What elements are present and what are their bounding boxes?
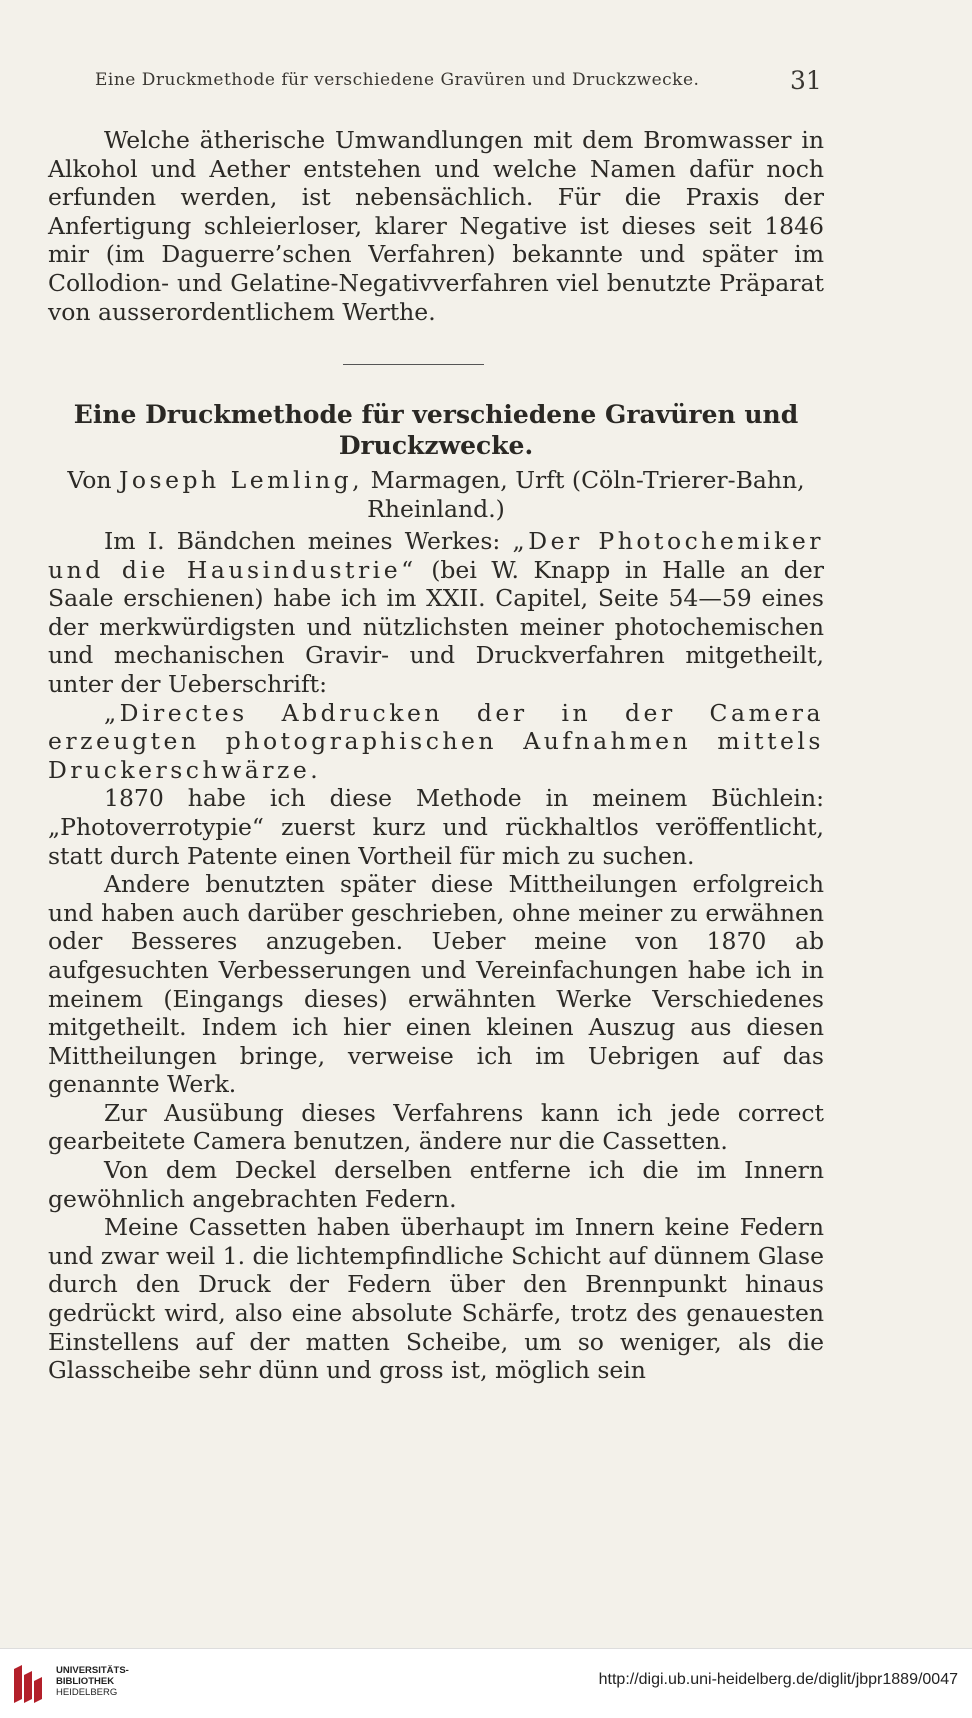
p1-rest: (bei W. Knapp in Halle an der Saale erschienen) habe ich im XXII. Capitel, Seite 54—59 eines der merkwürdigsten und nützlichsten meiner photochemischen und mechanischen Gravir- und Druckverfahren mitgetheilt, unter der Ueberschrift: <box>48 555 824 698</box>
library-name-line-3: HEIDELBERG <box>56 1687 118 1698</box>
library-name-line-2: BIBLIOTHEK <box>56 1676 115 1687</box>
source-url-link[interactable]: http://digi.ub.uni-heidelberg.de/diglit/jbpr1889/0047 <box>598 1671 958 1688</box>
byline-prefix: Von <box>67 466 112 494</box>
article-title-line-2: Druckzwecke. <box>338 431 534 460</box>
section-divider <box>343 364 484 365</box>
body-paragraph-3: 1870 habe ich diese Methode in meinem Büchlein: „Photoverrotypie“ zuerst kurz und rückhaltlos veröffentlicht, statt durch Patente einen Vortheil für mich zu suchen. <box>48 784 824 870</box>
library-name-line-1: UNIVERSITÄTS- <box>56 1665 129 1676</box>
intro-paragraph: Welche ätherische Umwandlungen mit dem Bromwasser in Alkohol und Aether entstehen und welche Namen dafür noch erfunden werden, ist nebensächlich. Für die Praxis der Anfertigung schleierloser, klarer Negative ist dieses seit 1846 mir (im Daguerre’schen Verfahren) bekannte und später im Collodion- und Gelatine-Negativverfahren viel benutzte Präparat von ausserordentlichem Werthe. <box>48 126 824 326</box>
byline-location: Marmagen, Urft (Cöln-Trierer-Bahn, <box>370 466 805 494</box>
page-number: 31 <box>790 66 822 95</box>
body-paragraph-4: Andere benutzten später diese Mittheilungen erfolgreich und haben auch darüber geschrieben, ohne meiner zu erwähnen oder Besseres anzugeben. Ueber meine von 1870 ab aufgesuchten Verbesserungen und Vereinfachungen habe ich in meinem (Eingangs dieses) erwähnten Werke Verschiedenes mitgetheilt. Indem ich hier einen kleinen Auszug aus diesen Mittheilungen bringe, verweise ich im Uebrigen auf das genannte Werk. <box>48 870 824 1099</box>
article-body <box>48 527 824 1385</box>
byline-line-1 <box>48 466 824 495</box>
digitization-footer <box>0 1648 972 1718</box>
body-paragraph-6: Von dem Deckel derselben entferne ich die im Innern gewöhnlich angebrachten Federn. <box>48 1156 824 1213</box>
body-paragraph-5: Zur Ausübung dieses Verfahrens kann ich jede correct gearbeitete Camera benutzen, ändere nur die Cassetten. <box>48 1098 824 1156</box>
p1-lead: Im I. Bändchen meines Werkes: <box>104 527 501 555</box>
intro-paragraph-block <box>48 126 824 326</box>
library-logo-icon <box>10 1661 48 1707</box>
body-paragraph-7: Meine Cassetten haben überhaupt im Innern keine Federn und zwar weil 1. die lichtempfindliche Schicht auf dünnem Glase durch den Druck der Federn über den Brennpunkt hinaus gedrückt wird, also eine absolute Schärfe, trotz des genauesten Einstellens auf der matten Scheibe, um so weniger, als die Glasscheibe sehr dünn und gross ist, möglich sein <box>48 1213 824 1385</box>
running-header: Eine Druckmethode für verschiedene Gravüren und Druckzwecke. <box>95 70 700 90</box>
byline-line-2: Rheinland.) <box>367 494 505 523</box>
article-title-line-1: Eine Druckmethode für verschiedene Gravüren und <box>73 400 799 429</box>
body-paragraph-2-quote: „Directes Abdrucken der in der Camera erzeugten photographischen Aufnahmen mittels Druckerschwärze. <box>48 698 824 784</box>
library-name <box>56 1665 129 1698</box>
body-paragraph-1 <box>48 527 824 699</box>
article-title <box>48 399 824 461</box>
article-byline <box>48 466 824 523</box>
book-title: „Der Photochemiker und die Hausindustrie“ <box>48 527 824 584</box>
author-name: Joseph Lemling, <box>118 466 364 494</box>
